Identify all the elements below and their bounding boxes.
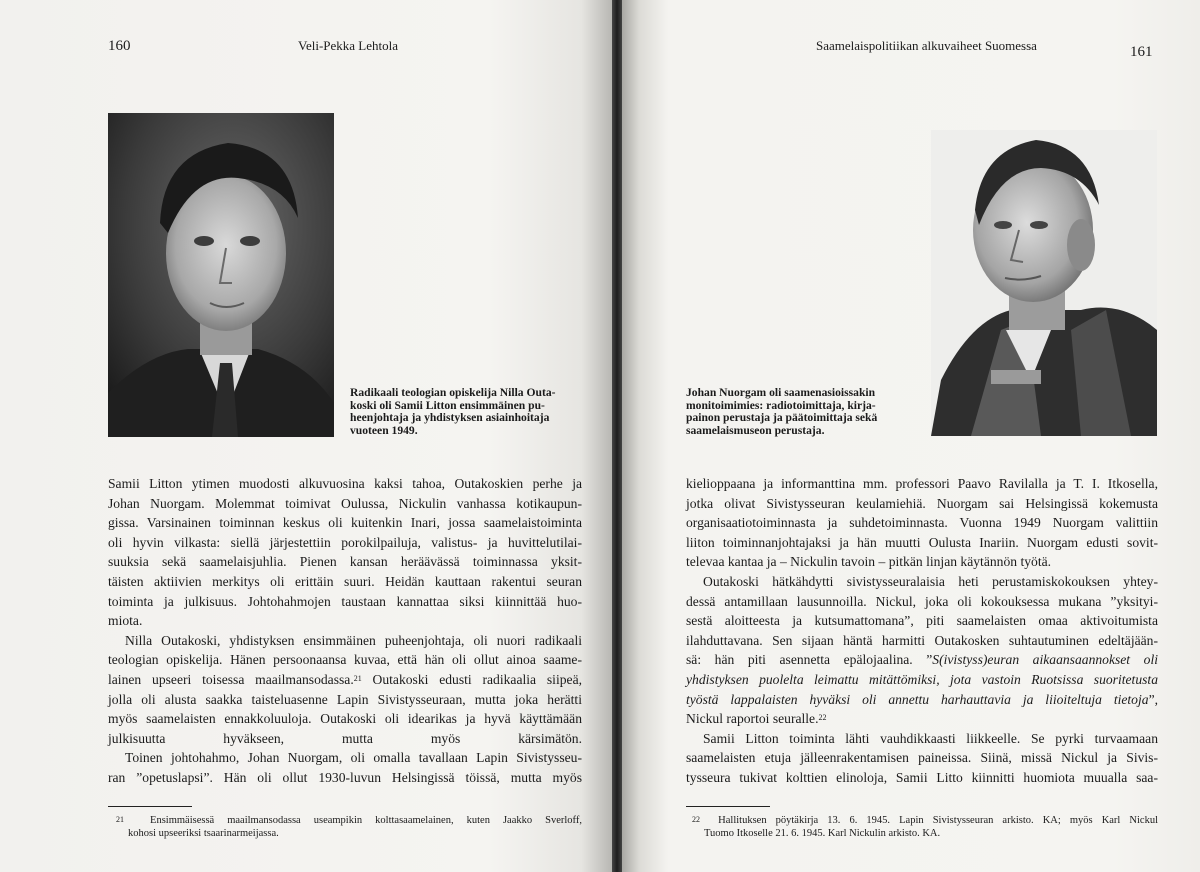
text-line: teologian opiskelija. Hänen persoonaansa kuvaa, että hän oli ollut ainoa saame-	[108, 652, 582, 668]
footnote-mark: 21	[116, 815, 124, 824]
running-header: Veli-Pekka Lehtola	[298, 38, 398, 53]
text-line-with-footnote	[686, 709, 1158, 729]
text-line: jolla oli alusta saakka taisteluasenne Lapin Sivistysseuraan, mutta joka herätti	[108, 691, 582, 707]
footnote-line	[692, 814, 1158, 827]
footnote-line: kohosi upseeriksi tsaarinarmeijassa.	[128, 828, 279, 839]
text-segment: lainen upseeri toisessa maailmansodassa.	[108, 671, 354, 687]
caption-line: monitoimimies: radiotoimittaja, kirja-	[686, 398, 876, 412]
text-line	[686, 670, 1158, 690]
right-page	[622, 0, 1200, 872]
text-line: Outakoski hätkähdytti sivistysseuralaisia heti perustamiskokouksen yhtey-	[703, 573, 1158, 589]
footnote-line	[116, 814, 582, 827]
text-line: kielioppaana ja informanttina mm. professori Paavo Ravilalla ja T. I. Itkosella,	[686, 476, 1158, 491]
text-line	[686, 690, 1158, 710]
text-line: dessä antamillaan lausunnoilla. Nickul, joka oli kokouksessa mukana ”yksityi-	[686, 593, 1158, 609]
text-line: toiminta ja julkisuus. Johtohahmojen taustaan kannattaa siksi kiinnittää huo-	[108, 593, 582, 609]
caption-line: painon perustaja ja päätoimittaja sekä	[686, 411, 878, 425]
body-text	[108, 474, 582, 788]
text-line: jotka olivat Sivistysseuran keulamiehiä. Nuorgam sai Helsingissä kokemusta	[686, 495, 1158, 511]
text-line: Nilla Outakoski, yhdistyksen ensimmäinen puheenjohtaja, oli nuori radikaali	[125, 632, 582, 648]
page-number: 161	[1130, 44, 1153, 60]
photo-caption	[350, 387, 582, 437]
text-line: Samii Litton ytimen muodosti alkuvuosina kaksi tahoa, Outakoskien perhe ja	[108, 476, 582, 491]
text-line: julkisuutta hyväkseen, mutta myös kärsimätön.	[108, 730, 582, 746]
text-segment: Outakoski edusti radikaalia siipeä,	[361, 671, 582, 687]
footnote-ref: 22	[818, 713, 827, 723]
text-line: gissa. Varsinainen toiminnan keskus oli kuitenkin Inari, jossa saamelaistoiminta	[108, 515, 582, 531]
caption-line: Johan Nuorgam oli saamenasioissakin	[686, 386, 876, 399]
text-segment: Hallituksen pöytäkirja 13. 6. 1945. Lapin Sivistysseuran arkisto. KA; myös Karl Nickul	[718, 815, 1158, 826]
photo-caption	[686, 387, 914, 437]
footnote-mark: 22	[692, 815, 700, 824]
caption-line: vuoteen 1949.	[350, 423, 418, 437]
text-line: ilahduttavana. Sen sijaan häntä harmitti Outakosken suhtautuminen edeltäjään-	[686, 632, 1158, 648]
page-number: 160	[108, 38, 131, 54]
body-text	[686, 474, 1158, 788]
caption-line: heenjohtaja ja yhdistyksen asiainhoitaja	[350, 411, 550, 425]
caption-line: saamelaismuseon perustaja.	[686, 423, 825, 437]
text-line: myös saamelaisten ennakkoluuloja. Outakoski oli idearikas ja hyvä käyttämään	[108, 711, 582, 727]
footnote-rule	[686, 806, 770, 807]
text-line: liiton toiminnanjohtajaksi ja hän muutti Oulusta Inariin. Nuorgam edusti sovit-	[686, 534, 1158, 550]
text-line: Samii Litton toiminta lähti vauhdikkaasti liikkeelle. Se pyrki turvaamaan	[703, 730, 1158, 746]
text-line: ran ”opetuslapsi”. Hän oli ollut 1930-luvun Helsingissä töissä, mutta myös	[108, 769, 582, 785]
footnote-line: Tuomo Itkoselle 21. 6. 1945. Karl Nickulin arkisto. KA.	[704, 828, 941, 839]
caption-line: koski oli Samii Litton ensimmäinen pu-	[350, 398, 545, 412]
text-line: sestä aloitteesta ja kutsumattomana”, piti saamelaisten omaa aktivoitumista	[686, 613, 1158, 629]
footnote-ref: 21	[353, 673, 362, 683]
text-segment: Ensimmäisessä maailmansodassa useampikin kolttasaamelainen, kuten Jaakko Sverloff,	[150, 815, 582, 826]
text-segment: Nickul raportoi seuralle.	[686, 711, 819, 727]
text-line: saamelaisten etuja jälleenrakentamisen paineissa. Siinä, missä Nickul ja Sivis-	[686, 750, 1158, 766]
quote-text: työstä lappalaisten hyväksi oli annettu harhauttavia ja liioiteltuja tietoja	[686, 691, 1149, 707]
text-line: suuksia sekä saamelaisjuhlia. Pienen kansan heräävässä toiminnassa yksit-	[108, 554, 582, 570]
text-line: oli hyvin vilkasta: siellä järjestettiin porokilpailuja, valistus- ja huvittelutilai-	[108, 534, 582, 550]
footnote-rule	[108, 806, 192, 807]
quote-text: yhdistyksen puolelta leimattu mitättömiksi, jota vastoin Ruotsissa suoritetusta	[686, 671, 1158, 687]
text-segment: sä: hän piti asennetta epälojaalina. ”	[686, 652, 933, 668]
quote-text: S(ivistyss)euran aikaansaannokset oli	[932, 652, 1158, 668]
text-segment: ”,	[1148, 691, 1158, 707]
text-line: tysseura tukivat kolttien elinoloja, Samii Litto kiinnitti huomiota muualla saa-	[686, 769, 1158, 785]
caption-line: Radikaali teologian opiskelija Nilla Outa-	[350, 386, 556, 399]
text-line	[686, 650, 1158, 670]
text-line: täisten aktiivien merkitys oli erittäin suuri. Heidän kauttaan rakentui seuran	[108, 573, 582, 589]
text-line: televaa kantaa ja – Nickulin tavoin – pitkän linjan käytännön työtä.	[686, 554, 1052, 570]
text-line-with-footnote	[108, 670, 582, 690]
text-line: miota.	[108, 613, 143, 629]
footnote	[116, 814, 582, 840]
text-line: Johan Nuorgam. Molemmat toimivat Oulussa, Nickulin vanhassa kotikaupun-	[108, 495, 582, 511]
portrait-photo-nuorgam	[931, 130, 1157, 436]
text-line: Toinen johtohahmo, Johan Nuorgam, oli omalla tavallaan Lapin Sivistysseu-	[125, 750, 582, 766]
footnote	[692, 814, 1158, 840]
text-line: organisaatiotoiminnasta ja suhdetoiminnasta. Vuonna 1949 Nuorgam valittiin	[686, 515, 1158, 531]
running-header: Saamelaispolitiikan alkuvaiheet Suomessa	[816, 38, 1037, 53]
portrait-photo-outakoski	[108, 113, 334, 437]
